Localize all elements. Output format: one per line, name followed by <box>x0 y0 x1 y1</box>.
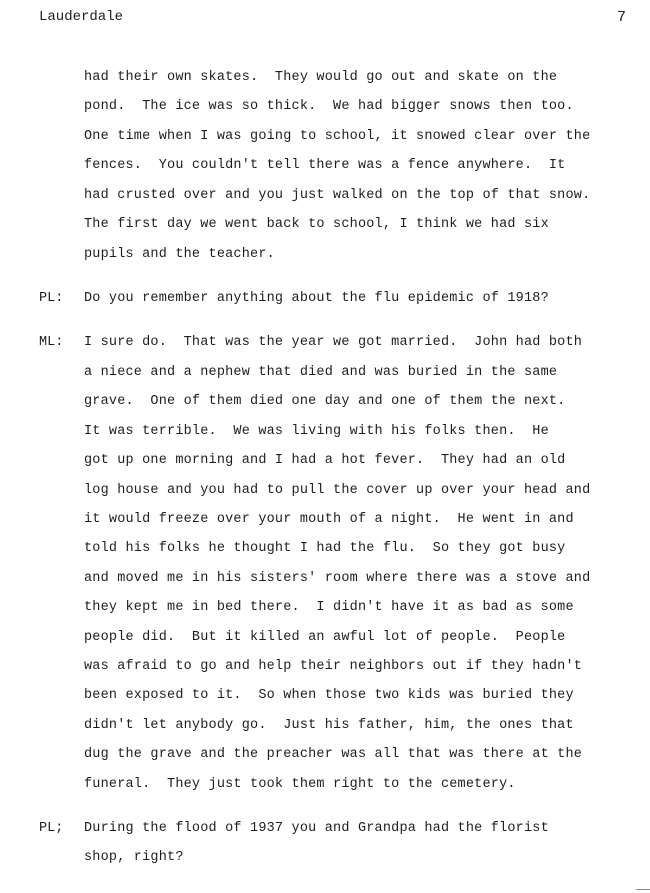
transcript-line: fences. You couldn't tell there was a fence anywhere. It <box>84 158 566 173</box>
transcript-line: they kept me in bed there. I didn't have it as bad as some <box>84 600 574 615</box>
speaker-label: ML: <box>39 335 64 350</box>
page-number: 7 <box>617 9 627 26</box>
transcript-line: I sure do. That was the year we got married. John had both <box>84 335 583 350</box>
transcript-line: a niece and a nephew that died and was buried in the same <box>84 365 558 380</box>
transcript-line: had their own skates. They would go out and skate on the <box>84 70 558 85</box>
transcript-line: was afraid to go and help their neighbors out if they hadn't <box>84 659 583 674</box>
speaker-label: PL; <box>39 821 64 836</box>
transcript-line: pupils and the teacher. <box>84 247 275 262</box>
transcript-line: it would freeze over your mouth of a night. He went in and <box>84 512 574 527</box>
transcript-line: The first day we went back to school, I think we had six <box>84 217 549 232</box>
transcript-line: had crusted over and you just walked on the top of that snow. <box>84 188 591 203</box>
page-header-name: Lauderdale <box>39 9 124 25</box>
transcript-line: During the flood of 1937 you and Grandpa had the florist <box>84 821 549 836</box>
transcript-line: pond. The ice was so thick. We had bigger snows then too. <box>84 99 574 114</box>
transcript-line: shop, right? <box>84 850 184 865</box>
transcript-line: and moved me in his sisters' room where there was a stove and <box>84 571 591 586</box>
transcript-line: got up one morning and I had a hot fever. They had an old <box>84 453 566 468</box>
transcript-line: Do you remember anything about the flu epidemic of 1918? <box>84 291 549 306</box>
transcript-line: grave. One of them died one day and one of them the next. <box>84 394 566 409</box>
transcript-line: log house and you had to pull the cover up over your head and <box>84 483 591 498</box>
transcript-line: funeral. They just took them right to the cemetery. <box>84 777 516 792</box>
transcript-line: dug the grave and the preacher was all that was there at the <box>84 747 583 762</box>
transcript-line: people did. But it killed an awful lot of people. People <box>84 630 566 645</box>
speaker-label: PL: <box>39 291 64 306</box>
scan-artifact <box>636 889 650 890</box>
transcript-line: didn't let anybody go. Just his father, him, the ones that <box>84 718 574 733</box>
transcript-line: It was terrible. We was living with his folks then. He <box>84 424 549 439</box>
transcript-line: told his folks he thought I had the flu. So they got busy <box>84 541 566 556</box>
transcript-line: been exposed to it. So when those two kids was buried they <box>84 688 574 703</box>
transcript-line: One time when I was going to school, it snowed clear over the <box>84 129 591 144</box>
